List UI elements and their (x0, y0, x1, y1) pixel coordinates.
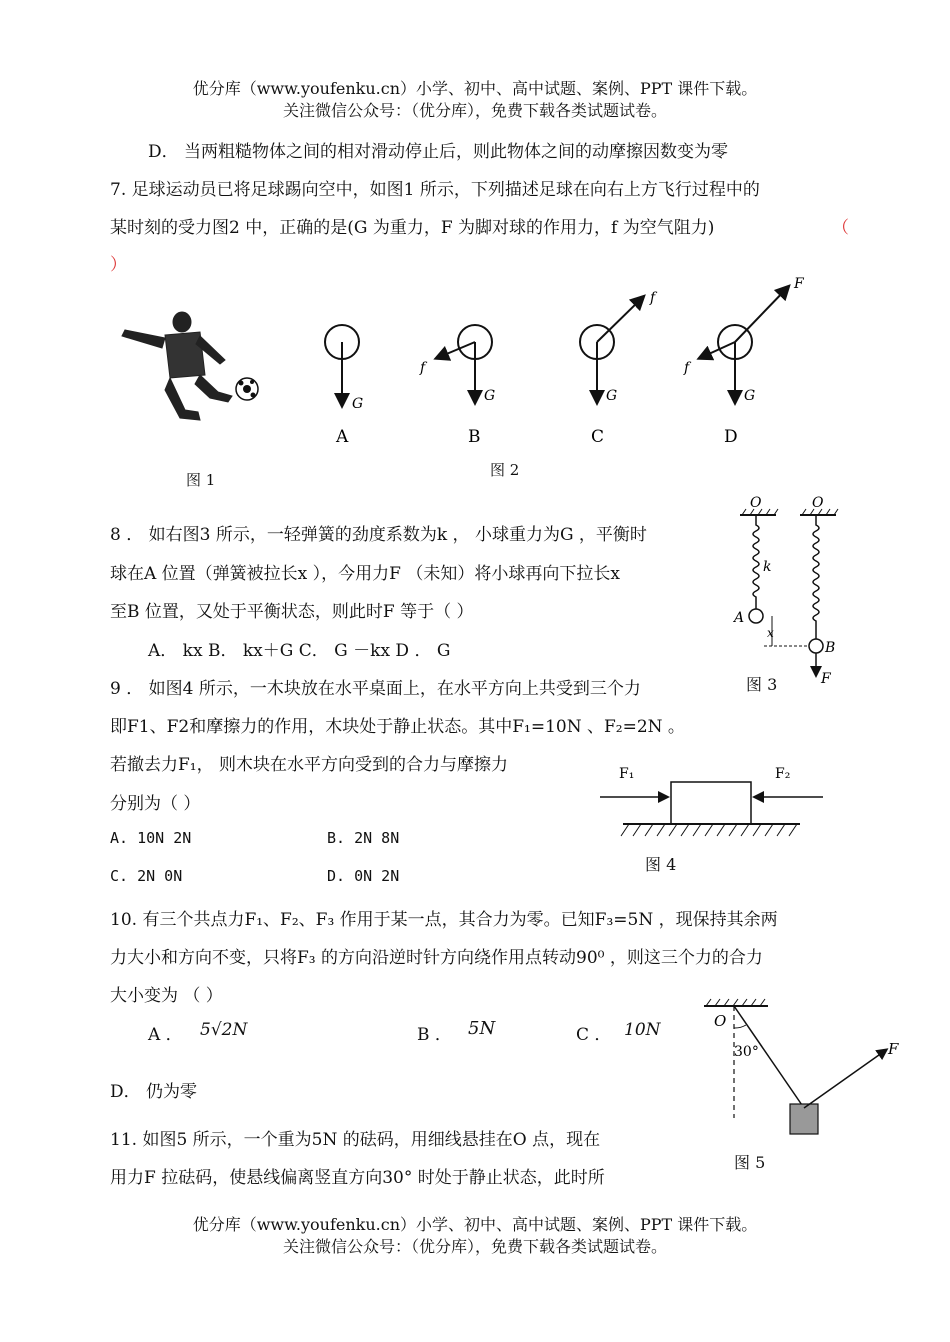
fig3-k-label: k (763, 559, 772, 575)
fig5-angle-label: 30° (734, 1044, 759, 1060)
fig3-caption: 图 3 (746, 675, 778, 694)
q9-option-b: B. 2N 8N (327, 829, 400, 847)
fig2-c-label: C (591, 427, 605, 447)
q10-option-a-value: 5√2N (200, 1020, 248, 1040)
fig3-o-label-left: O (750, 495, 762, 511)
q7-line-1: 7. 足球运动员已将足球踢向空中，如图1 所示，下列描述足球在向右上方飞行过程中的 (110, 180, 760, 200)
q7-line-2: 某时刻的受力图2 中，正确的是(G 为重力，F 为脚对球的作用力，f 为空气阻力) (110, 218, 715, 238)
q8-options: A． kx B． kx＋G C． G －kx D ． G (148, 641, 451, 661)
fig3-spring-diagram (728, 495, 858, 690)
fig2-b-f-label: f (420, 360, 426, 376)
fig2-b-g-label: G (484, 388, 496, 404)
q9-option-a: A. 10N 2N (110, 829, 192, 847)
fig2-c-g-label: G (606, 388, 618, 404)
fig1-caption: 图 1 (186, 471, 216, 489)
q11-line-2: 用力F 拉砝码，使悬线偏离竖直方向30° 时处于静止状态，此时所 (110, 1168, 605, 1188)
q9-line-2: 即F1、F2和摩擦力的作用，木块处于静止状态。其中F₁=10N 、F₂=2N 。 (110, 717, 685, 737)
q10-line-2: 力大小和方向不变，只将F₃ 的方向沿逆时针方向绕作用点转动90⁰ ，则这三个力的合力 (110, 948, 763, 968)
q10-option-c-label: C ． (576, 1025, 612, 1045)
q8-line-1: 8 ． 如右图3 所示，一轻弹簧的劲度系数为k ， 小球重力为G ，平衡时 (110, 525, 647, 545)
q8-line-2: 球在A 位置（弹簧被拉长x ），今用力F （未知）将小球再向下拉长x (110, 564, 620, 584)
q10-option-d: D． 仍为零 (110, 1082, 198, 1102)
fig4-f2-label: F₂ (775, 766, 791, 782)
fig2-a-g-label: G (352, 396, 364, 412)
q9-line-3: 若撤去力F₁， 则木块在水平方向受到的合力与摩擦力 (110, 755, 509, 775)
q9-line-4: 分别为（ ） (110, 794, 201, 814)
header-line-2: 关注微信公众号：（优分库），免费下载各类试题试卷。 (282, 101, 667, 120)
fig2-option-d-diagram (683, 276, 805, 447)
fig5-hanging-weight-diagram (700, 990, 910, 1150)
fig2-a-label: A (336, 427, 349, 447)
fig2-force-diagrams (300, 270, 820, 470)
q10-option-c-value: 10N (624, 1020, 661, 1040)
fig2-d-g-label: G (744, 388, 756, 404)
fig2-d-f-label: f (684, 360, 690, 376)
fig4-f1-label: F₁ (619, 766, 635, 782)
fig2-option-a-diagram (325, 325, 363, 447)
fig5-caption: 图 5 (734, 1153, 766, 1172)
q8-line-3: 至B 位置，又处于平衡状态，则此时F 等于（ ） (110, 602, 474, 622)
fig4-caption: 图 4 (645, 855, 677, 874)
fig5-o-label: O (714, 1012, 727, 1030)
q10-line-3: 大小变为 （ ） (110, 986, 223, 1006)
fig2-d-F-label: F (794, 276, 804, 292)
fig2-c-f-label: f (650, 290, 656, 306)
q7-answer-paren-open: （ (832, 218, 849, 238)
fig3-o-label-right: O (812, 495, 824, 511)
fig2-b-label: B (468, 427, 481, 447)
fig2-option-c-diagram (580, 290, 658, 447)
q9-option-c: C. 2N 0N (110, 867, 183, 885)
q10-line-1: 10. 有三个共点力F₁、F₂、F₃ 作用于某一点，其合力为零。已知F₃=5N ，现保持其余两 (110, 910, 778, 930)
q9-option-d: D. 0N 2N (327, 867, 400, 885)
header-line-1: 优分库（www.youfenku.cn）小学、初中、高中试题、案例、PPT 课件下载。 (192, 79, 758, 98)
q7-answer-paren-close: ） (110, 255, 127, 275)
fig4-block-diagram (595, 760, 835, 840)
fig3-x-label: x (767, 626, 774, 640)
fig2-d-label: D (724, 427, 738, 447)
fig1-footballer-image (110, 300, 270, 440)
footer-line-2: 关注微信公众号：（优分库），免费下载各类试题试卷。 (282, 1237, 667, 1256)
q11-line-1: 11. 如图5 所示，一个重为5N 的砝码，用细线悬挂在O 点，现在 (110, 1130, 601, 1150)
fig2-caption: 图 2 (490, 461, 520, 479)
fig3-a-label: A (734, 610, 745, 626)
fig3-F-label: F (821, 671, 831, 687)
q6-option-d: D． 当两粗糙物体之间的相对滑动停止后，则此物体之间的动摩擦因数变为零 (148, 142, 729, 162)
fig3-b-label: B (825, 640, 836, 656)
q9-line-1: 9 ． 如图4 所示，一木块放在水平桌面上，在水平方向上共受到三个力 (110, 679, 641, 699)
q10-option-b-label: B ． (417, 1025, 452, 1045)
q10-option-b-value: 5N (468, 1018, 496, 1039)
fig5-F-label: F (888, 1040, 899, 1058)
fig2-option-b-diagram (419, 325, 495, 447)
footer-line-1: 优分库（www.youfenku.cn）小学、初中、高中试题、案例、PPT 课件下载。 (192, 1215, 758, 1234)
q10-option-a-label: A ． (148, 1025, 183, 1045)
